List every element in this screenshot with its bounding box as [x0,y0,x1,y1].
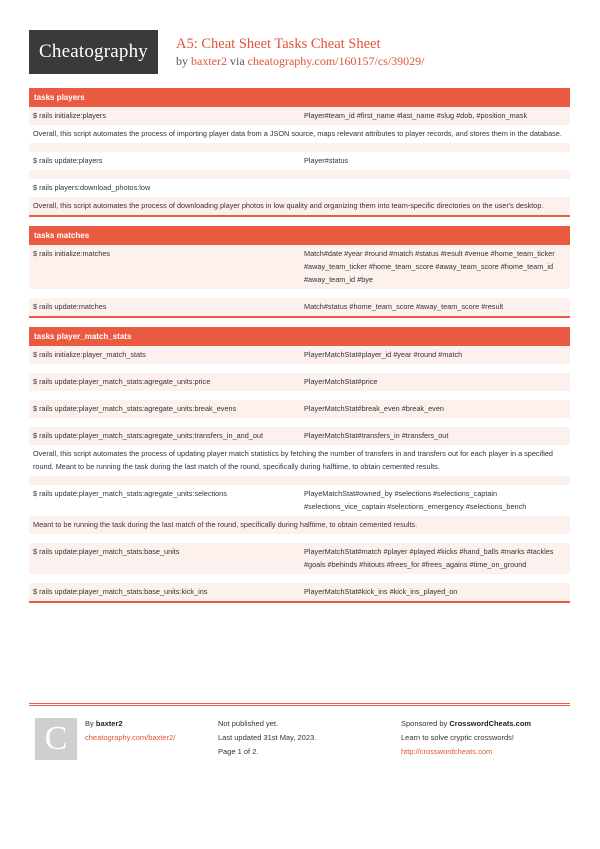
sponsor-label: Sponsored by [401,719,448,728]
author-avatar[interactable]: C [35,718,77,760]
by-label: by [176,54,188,68]
description-cell: PlayerMatchStat#break_even #break_even [304,404,444,413]
note-row: Overall, this script automates the process of updating player match statistics by fetching the number of transfers in and transfers out for each player in a specified round. Meant to be running the task during the last match of the round, specifically during halftime, to obtain cemented results. [33,449,553,471]
command-cell: $ rails update:player_match_stats:agregate_units:price [33,377,211,386]
description-cell: PlayerMatchStat#price [304,377,378,386]
table-row [29,427,570,445]
command-cell: $ rails update:player_match_stats:agregate_units:selections [33,489,227,498]
sheet-url-link[interactable]: cheatography.com/160157/cs/39029/ [247,54,425,68]
page-footer [29,703,570,766]
footer-columns [29,706,570,766]
row-spacer [29,170,570,179]
publish-status: Not published yet. [218,719,279,728]
sponsor-tagline: Learn to solve cryptic crosswords! [401,733,514,742]
note-row: Overall, this script automates the process of importing player data from a JSON source, maps relevant attributes to player records, and stores them in the database. [33,129,562,138]
command-cell: $ rails update:player_match_stats:agregate_units:transfers_in_and_out [33,431,263,440]
byline [176,53,425,69]
sponsor-line [401,717,531,731]
section-tasks-matches [29,226,570,318]
section-title: tasks player_match_stats [29,327,570,346]
table-row [29,485,570,516]
table-row [29,152,570,170]
command-cell: $ rails update:matches [33,302,107,311]
row-spacer [29,574,570,583]
table-row [29,245,570,289]
description-cell: Match#date #year #round #match #status #result #venue #home_team_ticker #away_team_ticker #home_team_score #away_team_score #home_team_id #away_team_id #bye [304,249,555,284]
row-spacer [29,534,570,543]
cheat-sheet-content [29,88,570,612]
table-row [29,107,570,125]
section-tasks-player-match-stats [29,327,570,603]
section-title: tasks matches [29,226,570,245]
footer-meta-column [218,717,316,759]
command-cell: $ rails initialize:player_match_stats [33,350,146,359]
via-label: via [229,54,245,68]
description-cell: Player#team_id #first_name #last_name #slug #dob, #position_mask [304,111,528,120]
table-row [29,298,570,316]
author-profile-link[interactable]: cheatography.com/baxter2/ [85,733,176,742]
page-number: Page 1 of 2. [218,747,259,756]
footer-author-name: baxter2 [95,719,123,728]
cheatography-logo[interactable]: Cheatography [29,30,158,74]
description-cell: PlayerMatchStat#match #player #played #kicks #hand_balls #marks #tackles #goals #behinds #hitouts #frees_for #frees_agains #time_on_ground [304,547,554,569]
row-spacer [29,476,570,485]
row-spacer [29,289,570,298]
description-cell: PlayerMatchStat#player_id #year #round #match [304,350,463,359]
command-cell: $ rails update:players [33,156,103,165]
row-spacer [29,391,570,400]
row-spacer [29,418,570,427]
note-row: Meant to be running the task during the last match of the round, specifically during halftime, to obtain cemented results. [29,516,570,534]
description-cell: Player#status [304,156,349,165]
by-label: By [85,719,94,728]
footer-sponsor-column [401,717,531,759]
page-title: A5: Cheat Sheet Tasks Cheat Sheet [176,36,381,52]
footer-author-column [85,717,175,745]
description-cell: PlayerMatchStat#transfers_in #transfers_out [304,431,449,440]
footer-divider [29,703,570,704]
note-row: Overall, this script automates the process of downloading player photos in low quality and organizing them into team-specific directories on the user's desktop. [29,197,570,215]
command-cell: $ rails players:download_photos:low [33,183,151,192]
table-row [29,543,570,574]
author-link[interactable]: baxter2 [191,54,227,68]
table-row [29,400,570,418]
page-header [29,30,574,76]
table-row [29,583,570,601]
table-row [29,179,570,197]
section-title: tasks players [29,88,570,107]
command-cell: $ rails initialize:players [33,111,106,120]
command-cell: $ rails update:player_match_stats:base_units:kick_ins [33,587,208,596]
section-tasks-players [29,88,570,217]
command-cell: $ rails update:player_match_stats:agregate_units:break_evens [33,404,237,413]
description-cell: PlayerMatchStat#kick_ins #kick_ins_played_on [304,587,458,596]
description-cell: PlayeMatchStat#owned_by #selections #selections_captain #selections_vice_captain #selections_emergency #selections_bench [304,489,527,511]
sponsor-name: CrosswordCheats.com [449,719,532,728]
last-updated: Last updated 31st May, 2023. [218,733,317,742]
row-spacer [29,364,570,373]
title-block [176,36,425,69]
footer-author-line [85,717,175,731]
description-cell: Match#status #home_team_score #away_team_score #result [304,302,504,311]
row-spacer [29,143,570,152]
sponsor-link[interactable]: http://crosswordcheats.com [401,747,493,756]
table-row [29,373,570,391]
command-cell: $ rails update:player_match_stats:base_units [33,547,180,556]
command-cell: $ rails initialize:matches [33,249,111,258]
table-row [29,346,570,364]
